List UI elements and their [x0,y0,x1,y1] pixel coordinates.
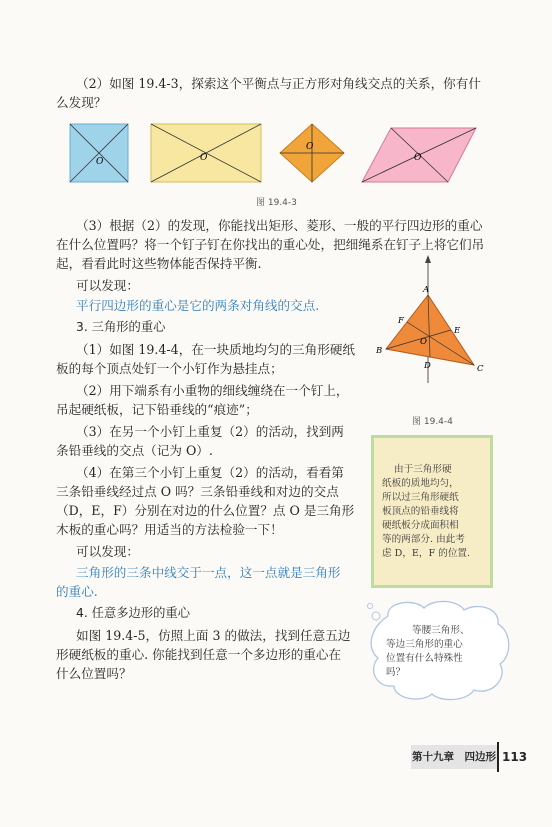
footer-divider [497,742,499,772]
figure-caption: 图 19.4-4 [412,417,453,427]
section-heading: 3. 三角形的重心 [76,320,166,334]
vertex-label-a: A [423,285,430,295]
figure-19-4-4 [370,255,510,385]
note-line: 等腰三角形、 [412,625,470,636]
note-line: 硬纸板分成面积相 [382,520,459,531]
section-heading: 4. 任意多边形的重心 [76,606,191,620]
paragraph-line: （3）在另一个小钉上重复（2）的活动，找到两 [76,424,344,439]
point-label-f: F [398,316,404,326]
paragraph-line: 么发现？ [56,95,107,110]
paragraph-line: （3）根据（2）的发现，你能找出矩形、菱形、一般的平行四边形的重心 [76,218,483,233]
chapter-footer: 第十九章 四边形 [411,745,497,769]
thought-cloud [366,598,516,706]
point-label-d: D [424,361,431,371]
paragraph-line: 吊起硬纸板，记下铅垂线的“痕迹”； [56,402,258,417]
paragraph-line: 什么位置吗？ [56,666,132,681]
figure-caption: 图 19.4-3 [256,198,297,208]
note-line: 位置有什么特殊性 [386,653,463,664]
fig3-label-o: O [96,157,104,167]
note-line: 纸板的质地均匀， [382,478,459,489]
note-line: 所以过三角形硬纸 [382,492,459,503]
fig3-label-o: O [200,153,208,163]
point-label-o: O [420,337,427,347]
side-note-hint [371,435,493,588]
paragraph-line: 可以发现： [76,544,139,559]
vertex-label-b: B [376,346,383,356]
paragraph-line: 木板的重心吗？用适当的方法检验一下！ [56,522,283,537]
note-line: 由于三角形硬 [394,464,452,475]
vertex-label-c: C [477,364,484,374]
fig3-label-o: O [414,153,422,163]
paragraph-line: 板的每个顶点处钉一个小钉作为悬挂点； [56,361,283,376]
highlight-conclusion: 平行四边形的重心是它的两条对角线的交点. [76,298,320,313]
paragraph-line: 如图 19.4-5，仿照上面 3 的做法，找到任意五边 [76,628,351,643]
paragraph-line: 起，看看此时这些物体能否保持平衡. [56,256,262,271]
highlight-conclusion: 三角形的三条中线交于一点，这一点就是三角形 [76,565,341,580]
paragraph-line: 可以发现： [76,278,139,293]
paragraph-line: （2）如图 19.4-3，探索这个平衡点与正方形对角线交点的关系，你有什 [76,76,481,91]
page-number: 113 [502,750,528,764]
note-line: 板顶点的铅垂线将 [382,506,459,517]
paragraph-line: 条铅垂线的交点（记为 O）. [56,443,213,458]
paragraph-line: （4）在第三个小钉上重复（2）的活动，看看第 [76,465,344,480]
paragraph-line: 形硬纸板的重心. 你能找到任意一个多边形的重心在 [56,647,342,662]
note-line: 吗？ [386,667,406,678]
note-line: 等的两部分. 由此考 [382,534,465,545]
paragraph-line: 三条铅垂线经过点 O 吗？三条铅垂线和对边的交点 [56,484,339,499]
highlight-conclusion: 的重心. [56,584,98,599]
note-line: 虑 D，E，F 的位置. [382,548,471,559]
paragraph-line: 在什么位置吗？将一个钉子钉在你找出的重心处，把细绳系在钉子上将它们吊 [56,237,485,252]
paragraph-line: （1）如图 19.4-4，在一块质地均匀的三角形硬纸 [76,342,356,357]
fig3-label-o: O [306,142,314,152]
paragraph-line: （D，E，F）分别在对边的什么位置？点 O 是三角形 [56,503,355,518]
point-label-e: E [454,326,461,336]
note-line: 等边三角形的重心 [386,639,463,650]
figure-19-4-3 [56,120,486,190]
paragraph-line: （2）用下端系有小重物的细线缠绕在一个钉上， [76,383,349,398]
